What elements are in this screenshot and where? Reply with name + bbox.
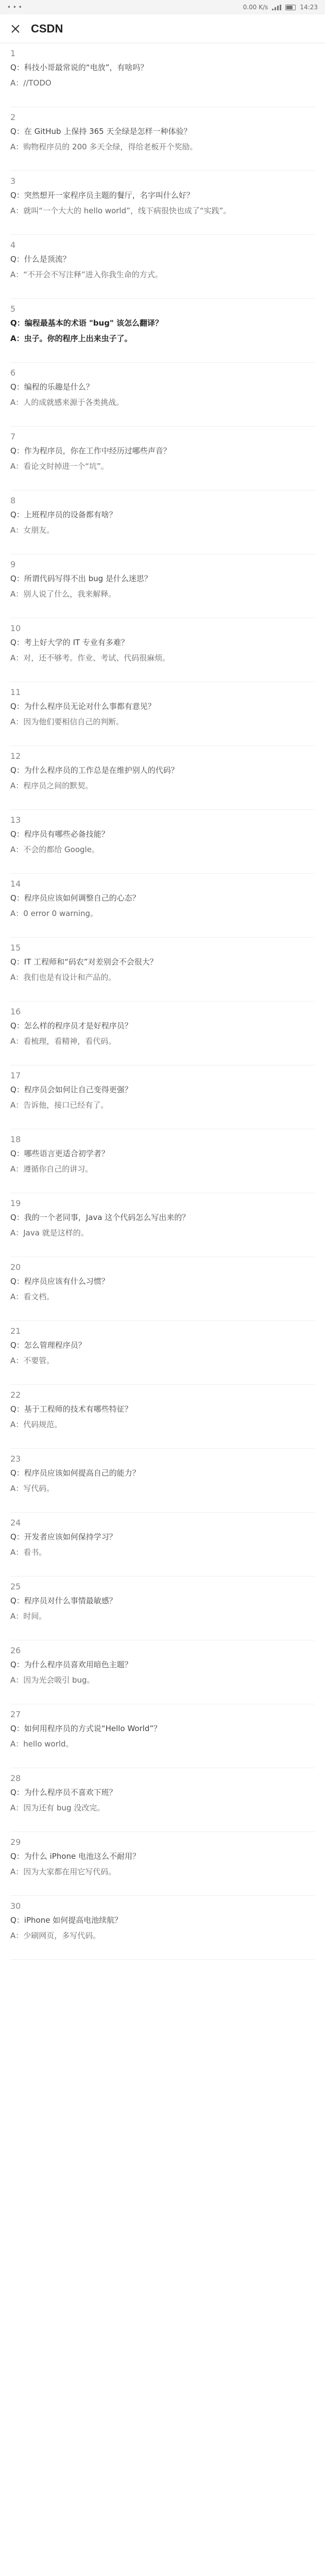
qa-item <box>10 235 315 299</box>
qa-number: 8 <box>10 496 16 505</box>
qa-number: 5 <box>10 304 16 314</box>
qa-question: Q：程序员对什么事情最敏感？ <box>10 1596 117 1605</box>
qa-question: Q：哪些语言更适合初学者？ <box>10 1149 109 1158</box>
qa-number: 12 <box>10 751 21 761</box>
qa-item <box>10 554 315 618</box>
qa-answer: A：少刷网页，多写代码。 <box>10 1931 101 1940</box>
qa-question: Q：为什么 iPhone 电池这么不耐用？ <box>10 1852 140 1861</box>
qa-answer: A：不会的都给 Google。 <box>10 845 99 854</box>
qa-question: Q：编程最基本的术语 "bug" 该怎么翻译？ <box>10 318 163 328</box>
qa-item <box>10 1193 315 1257</box>
qa-question: Q：程序员应该如何调整自己的心态？ <box>10 893 140 903</box>
clock: 14:23 <box>300 4 318 11</box>
qa-number: 29 <box>10 1837 21 1847</box>
status-bar <box>0 0 325 14</box>
qa-number: 7 <box>10 432 16 442</box>
qa-number: 11 <box>10 687 21 697</box>
qa-item <box>10 1385 315 1449</box>
qa-item <box>10 363 315 427</box>
qa-answer: A：因为光会吸引 bug。 <box>10 1675 95 1685</box>
qa-answer: A：因为他们要相信自己的判断。 <box>10 717 124 726</box>
qa-answer: A：对，还不够考。作业、考试、代码很麻烦。 <box>10 653 170 663</box>
page-title: CSDN <box>31 22 63 35</box>
qa-question: Q：我的一个老同事，Java 这个代码怎么写出来的？ <box>10 1213 190 1222</box>
qa-answer: A：代码规范。 <box>10 1420 62 1429</box>
qa-question: Q：怎么管理程序员？ <box>10 1341 86 1350</box>
qa-number: 22 <box>10 1390 21 1400</box>
qa-question: Q：IT 工程师和“码农”对差别会不会很大？ <box>10 957 158 967</box>
qa-answer: A：Java 就是这样的。 <box>10 1228 89 1238</box>
qa-question: Q：怎么样的程序员才是好程序员？ <box>10 1021 132 1030</box>
qa-item <box>10 171 315 235</box>
qa-answer: A：时间。 <box>10 1612 47 1621</box>
qa-answer: A：hello world。 <box>10 1739 74 1749</box>
qa-item <box>10 682 315 746</box>
qa-answer: A：就叫“一个大大的 hello world”，线下病很快也成了“实践”。 <box>10 206 231 215</box>
qa-answer: A：虫子。你的程序上出来虫子了。 <box>10 334 132 343</box>
qa-item <box>10 1321 315 1385</box>
qa-number: 3 <box>10 176 16 186</box>
qa-question: Q：基于工程师的技术有哪些特征？ <box>10 1404 132 1414</box>
signal-icon <box>272 5 281 10</box>
qa-answer: A：//TODO <box>10 78 52 88</box>
qa-item <box>10 1065 315 1129</box>
qa-item <box>10 746 315 810</box>
qa-answer: A：看梳理，看精神，看代码。 <box>10 1037 116 1046</box>
qa-question: Q：上班程序员的设备都有啥？ <box>10 510 117 519</box>
qa-item <box>10 43 315 107</box>
qa-answer: A：因为大家都在用它写代码。 <box>10 1867 116 1876</box>
qa-number: 10 <box>10 623 21 633</box>
qa-question: Q：程序员有哪些必备技能？ <box>10 829 109 839</box>
qa-question: Q：什么是顶流？ <box>10 255 71 264</box>
qa-answer: A：程序员之间的默契。 <box>10 781 93 790</box>
qa-question: Q：iPhone 如何提高电池续航？ <box>10 1916 123 1925</box>
qa-answer: A：看书。 <box>10 1548 47 1557</box>
qa-question: Q：作为程序员，你在工作中经历过哪些声音？ <box>10 446 171 455</box>
qa-answer: A：因为还有 bug 没改完。 <box>10 1803 105 1812</box>
qa-answer: A：看文档。 <box>10 1292 55 1301</box>
qa-number: 19 <box>10 1198 21 1208</box>
qa-item <box>10 1513 315 1577</box>
qa-question: Q：程序员应该如何提高自己的能力？ <box>10 1468 140 1478</box>
qa-item <box>10 874 315 938</box>
qa-number: 4 <box>10 240 16 250</box>
qa-number: 14 <box>10 879 21 889</box>
qa-answer: A：写代码。 <box>10 1484 55 1493</box>
qa-item <box>10 1129 315 1193</box>
qa-question: Q：所谓代码写得不出 bug 是什么迷思？ <box>10 574 152 583</box>
qa-number: 9 <box>10 560 16 569</box>
qa-answer: A：女朋友。 <box>10 526 55 535</box>
qa-question: Q：为什么程序员喜欢用暗色主题？ <box>10 1660 132 1669</box>
qa-item <box>10 490 315 554</box>
qa-item <box>10 427 315 490</box>
qa-item <box>10 1577 315 1640</box>
qa-number: 15 <box>10 943 21 953</box>
qa-number: 2 <box>10 112 16 122</box>
qa-number: 6 <box>10 368 16 378</box>
qa-question: Q：程序员会如何让自己变得更强？ <box>10 1085 132 1094</box>
qa-answer: A：0 error 0 warning。 <box>10 909 98 918</box>
qa-item <box>10 1449 315 1513</box>
qa-answer: A：人的成就感来源于各类挑战。 <box>10 398 124 407</box>
qa-number: 17 <box>10 1071 21 1080</box>
qa-answer: A：购物程序员的 200 多天全绿，得给老板开个奖励。 <box>10 142 198 151</box>
qa-item <box>10 1768 315 1832</box>
qa-item <box>10 1832 315 1896</box>
qa-number: 27 <box>10 1709 21 1719</box>
qa-item <box>10 618 315 682</box>
qa-item <box>10 299 315 363</box>
qa-number: 28 <box>10 1773 21 1783</box>
qa-item <box>10 1896 315 1960</box>
qa-number: 24 <box>10 1518 21 1528</box>
close-icon[interactable] <box>8 22 23 36</box>
qa-answer: A：遵循你自己的讲习。 <box>10 1164 93 1174</box>
qa-list <box>0 43 325 1980</box>
qa-question: Q：如何用程序员的方式说“Hello World”？ <box>10 1724 162 1733</box>
qa-answer: A：别人说了什么，我来解释。 <box>10 589 116 599</box>
qa-item <box>10 938 315 1002</box>
qa-answer: A：告诉他，接口已经有了。 <box>10 1100 109 1110</box>
qa-question: Q：编程的乐趣是什么？ <box>10 382 94 392</box>
status-left: • • • <box>7 4 22 11</box>
qa-question: Q：科技小哥最常说的“电放”，有啥吗？ <box>10 63 148 72</box>
qa-number: 23 <box>10 1454 21 1464</box>
qa-number: 26 <box>10 1646 21 1655</box>
qa-number: 13 <box>10 815 21 825</box>
qa-question: Q：为什么程序员的工作总是在维护别人的代码？ <box>10 766 179 775</box>
qa-item <box>10 1704 315 1768</box>
qa-question: Q：开发者应该如何保持学习？ <box>10 1532 117 1541</box>
qa-question: Q：考上好大学的 IT 专业有多难？ <box>10 638 129 647</box>
network-speed: 0.00 K/s <box>243 4 268 11</box>
qa-question: Q：在 GitHub 上保持 365 天全绿是怎样一种体验？ <box>10 127 192 136</box>
qa-answer: A：看论文时掉进一个“坑”。 <box>10 462 109 471</box>
qa-number: 20 <box>10 1262 21 1272</box>
qa-question: Q：程序员应该有什么习惯？ <box>10 1277 109 1286</box>
qa-question: Q：为什么程序员不喜欢下班？ <box>10 1788 117 1797</box>
qa-item <box>10 107 315 171</box>
qa-number: 1 <box>10 48 16 58</box>
qa-answer: A：“不开会不写注释”进入你我生命的方式。 <box>10 270 163 279</box>
top-bar <box>0 14 325 43</box>
qa-item <box>10 810 315 874</box>
qa-answer: A：不要管。 <box>10 1356 55 1365</box>
qa-number: 30 <box>10 1901 21 1911</box>
qa-item <box>10 1640 315 1704</box>
battery-icon <box>285 5 296 10</box>
qa-number: 16 <box>10 1007 21 1016</box>
qa-question: Q：为什么程序员无论对什么事都有意见？ <box>10 702 156 711</box>
qa-answer: A：我们也是有设计和产品的。 <box>10 973 116 982</box>
qa-number: 25 <box>10 1582 21 1591</box>
qa-question: Q：突然想开一家程序员主题的餐厅，名字叫什么好？ <box>10 191 194 200</box>
qa-number: 21 <box>10 1326 21 1336</box>
qa-number: 18 <box>10 1134 21 1144</box>
qa-item <box>10 1257 315 1321</box>
status-right <box>243 4 318 11</box>
qa-item <box>10 1002 315 1065</box>
